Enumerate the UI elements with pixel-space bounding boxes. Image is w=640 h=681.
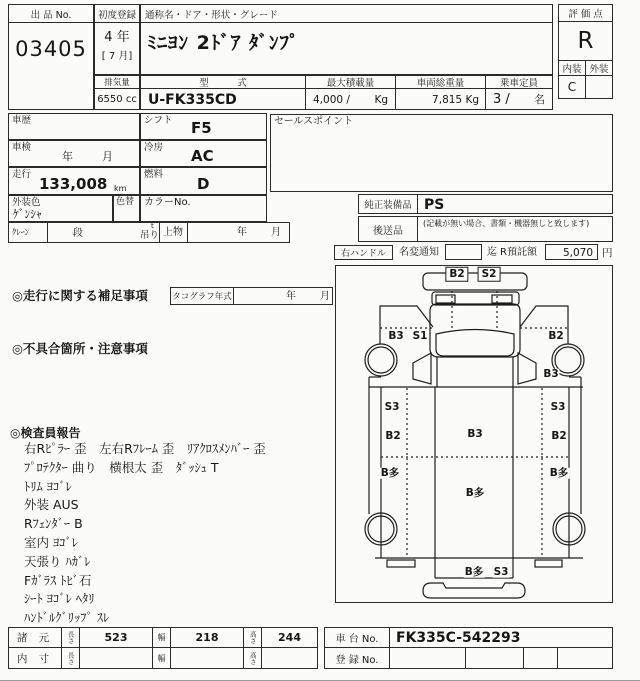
exterior-color-cell: [8, 195, 113, 222]
damage-code: B3: [388, 329, 404, 342]
crane-row: [8, 222, 290, 243]
max-load-cell: [305, 88, 396, 110]
damage-code: B多: [464, 565, 484, 578]
body-label: 上物: [163, 227, 183, 238]
mileage-value: 133,008: [39, 175, 108, 193]
oem-equipment-row: [358, 194, 613, 214]
later-items-note: (記載が無い場合、書類・機器無しと致します): [423, 219, 590, 228]
tachograph-year: 年: [286, 291, 296, 302]
interior-label: 内装: [559, 61, 586, 75]
report-line: Rﾌｪﾝﾀﾞｰ B: [24, 516, 83, 532]
crane-label: ｸﾚｰﾝ: [12, 228, 30, 238]
damage-code: B2: [548, 329, 564, 342]
tachograph-label: タコグラフ年式: [170, 287, 234, 305]
max-load-unit: Kg: [374, 94, 388, 106]
gross-weight-value: 7,815 Kg: [432, 94, 479, 106]
name-change-label: 名変通知: [399, 247, 439, 258]
history-label: 車歴: [12, 115, 32, 126]
damage-code: S3: [493, 565, 509, 578]
divider: [159, 223, 160, 242]
fuel-cell: [140, 167, 267, 195]
damage-code: B多: [549, 466, 569, 479]
model-code-label: 型 式: [140, 75, 306, 89]
displacement-label: 排気量: [94, 75, 140, 89]
height-label: 高さ: [244, 628, 262, 647]
inspection-year: 年: [62, 150, 73, 163]
deposit-field: [545, 244, 598, 260]
model-code-cell: [140, 88, 306, 110]
color-no-cell: [140, 195, 267, 222]
yen-label: 円: [602, 247, 613, 259]
mileage-label: 走行: [12, 169, 32, 180]
defect-title: ◎不具合箇所・注意事項: [12, 341, 148, 356]
later-items-label: 後送品: [359, 217, 418, 241]
lot-number-box: [8, 4, 94, 110]
report-line: ﾄﾘﾑ ﾖｺﾞﾚ: [24, 478, 72, 494]
gross-weight-cell: [395, 88, 486, 110]
registration-cell: [390, 648, 466, 668]
exterior-label: 外装: [589, 64, 609, 75]
registration-no-label: 登 録 No.: [325, 648, 390, 668]
damage-code: S3: [384, 400, 400, 413]
overall-grade: R: [559, 22, 612, 61]
handle-badge: 右ハンドル: [334, 245, 393, 260]
mileage-cell: [8, 167, 140, 195]
damage-code: B多: [465, 486, 485, 499]
fuel-label: 燃料: [144, 169, 164, 180]
inspector-report-lines: [24, 440, 334, 628]
made-label: 迄: [487, 247, 497, 258]
damage-code-boxed: B2: [445, 267, 468, 282]
report-line: ﾊﾝﾄﾞﾙｸﾞﾘｯﾌﾟ ｽﾚ: [24, 610, 110, 626]
report-line: Fｶﾞﾗｽ ﾄﾋﾞ石: [24, 572, 92, 588]
inner-length-label: 長さ: [62, 648, 80, 668]
damage-code-boxed: S2: [478, 267, 501, 282]
inner-row-label: 内 寸: [9, 648, 62, 668]
inspection-label: 車検: [12, 142, 32, 153]
gross-weight-label: 車両総重量: [395, 75, 486, 89]
damage-code: B2: [385, 429, 401, 442]
damage-code: S1: [412, 329, 428, 342]
registration-cell: [558, 648, 612, 668]
crane-lift-label: 吊り: [140, 230, 160, 241]
model-code: U-FK335CD: [148, 92, 237, 108]
lot-number-label: 出 品 No.: [9, 5, 93, 23]
inspection-cell: [8, 140, 140, 167]
exterior-grade: [586, 76, 612, 98]
aircon-value: AC: [191, 147, 214, 165]
inner-height-label: 高さ: [244, 648, 262, 668]
capacity-label: 乗車定員: [485, 75, 553, 89]
aircon-label: 冷房: [144, 142, 164, 153]
tachograph-field: [233, 287, 333, 305]
first-registration-month: [ 7 月]: [101, 51, 133, 62]
inner-width-label: 幅: [153, 648, 171, 668]
mileage-unit: km: [114, 184, 127, 193]
deposit-label: R預託額: [500, 247, 537, 258]
chassis-table: [324, 627, 613, 669]
report-line: 室内 ﾖｺﾞﾚ: [24, 534, 78, 550]
chassis-no-value: FK335C-542293: [396, 630, 521, 646]
registration-cell: [466, 648, 524, 668]
sales-point-label: セールスポイント: [274, 116, 354, 127]
name-change-field: [445, 244, 482, 260]
mileage-note-title: ◎走行に関する補足事項: [12, 288, 148, 303]
color-change-cell: [113, 195, 140, 222]
inspection-month: 月: [102, 150, 113, 163]
inner-height-value: [262, 648, 317, 668]
damage-code: B2: [551, 429, 567, 442]
length-value: 523: [80, 628, 153, 647]
length-label: 長さ: [62, 628, 80, 647]
oem-equipment-value: PS: [424, 197, 445, 213]
vehicle-name: ﾐﾆﾖﾝ 2ﾄﾞｱ ﾀﾞﾝﾌﾟ: [147, 32, 300, 54]
truck-outline-diagram: [335, 265, 613, 603]
grade-box: [558, 4, 613, 99]
aircon-cell: [140, 140, 267, 167]
max-load-value: 4,000 /: [313, 94, 350, 106]
exterior-color-label: 外装色: [12, 197, 41, 208]
damage-code: S3: [550, 400, 566, 413]
displacement-value: 6550 cc: [94, 88, 140, 110]
first-registration-box: [94, 4, 140, 75]
vehicle-name-box: [140, 4, 553, 75]
width-value: 218: [171, 628, 244, 647]
body-year-label: 年: [237, 227, 247, 238]
width-label: 幅: [153, 628, 171, 647]
capacity-cell: [485, 88, 553, 110]
capacity-unit: 名: [534, 93, 545, 106]
history-cell: [8, 113, 140, 140]
inner-width-value: [171, 648, 244, 668]
report-line: ﾌﾟﾛﾃｸﾀｰ 曲り 横根太 歪 ﾀﾞｯｼｭ T: [24, 459, 219, 475]
shift-value: F5: [191, 119, 212, 137]
dimensions-table: [8, 627, 318, 669]
shift-cell: [140, 113, 267, 140]
crane-ton-label: t: [151, 222, 154, 230]
oem-equipment-label: 純正装備品: [359, 195, 418, 213]
divider: [47, 223, 48, 242]
deposit-value: 5,070: [562, 247, 593, 259]
exterior-color-value: ｹﾞﾝｼｬ: [13, 207, 42, 221]
vehicle-name-label: 通称名・ドア・形状・グレード: [141, 5, 552, 23]
report-line: ｼｰﾄ ﾖｺﾞﾚ ﾍﾀﾘ: [24, 591, 95, 607]
report-line: 外装 AUS: [24, 497, 79, 513]
height-value: 244: [278, 631, 301, 644]
body-month-label: 月: [271, 227, 281, 238]
max-load-label: 最大積載量: [305, 75, 396, 89]
dims-row-label: 諸 元: [9, 628, 62, 647]
first-registration-label: 初度登録: [95, 5, 139, 23]
grade-label: 評 価 点: [559, 5, 612, 22]
report-line: 天張り ﾊｶﾞﾚ: [24, 553, 91, 569]
inner-length-value: [80, 648, 153, 668]
first-registration-year: 4 年: [104, 30, 130, 45]
damage-code: B3: [543, 367, 559, 380]
chassis-no-label: 車 台 No.: [325, 628, 390, 647]
tachograph-month: 月: [320, 291, 330, 302]
lot-number: 03405: [15, 37, 87, 61]
capacity-value: 3 /: [493, 92, 510, 107]
color-change-label: 色替: [116, 197, 135, 207]
damage-code: B多: [380, 466, 400, 479]
later-items-row: [358, 216, 613, 242]
divider: [187, 223, 188, 242]
shift-label: シフト: [144, 115, 173, 126]
sales-point-box: [270, 114, 613, 192]
registration-cell: [524, 648, 558, 668]
damage-code: B3: [467, 427, 483, 440]
fuel-value: D: [197, 175, 210, 193]
interior-grade: C: [559, 76, 586, 98]
inspector-title: ◎検査員報告: [10, 426, 81, 440]
report-line: 右Rﾋﾟﾗｰ 歪 左右Rﾌﾚｰﾑ 歪 ﾘｱｸﾛｽﾒﾝﾊﾞｰ 歪: [24, 441, 266, 456]
color-no-label: カラーNo.: [144, 197, 191, 208]
crane-stage-label: 段: [73, 228, 83, 239]
